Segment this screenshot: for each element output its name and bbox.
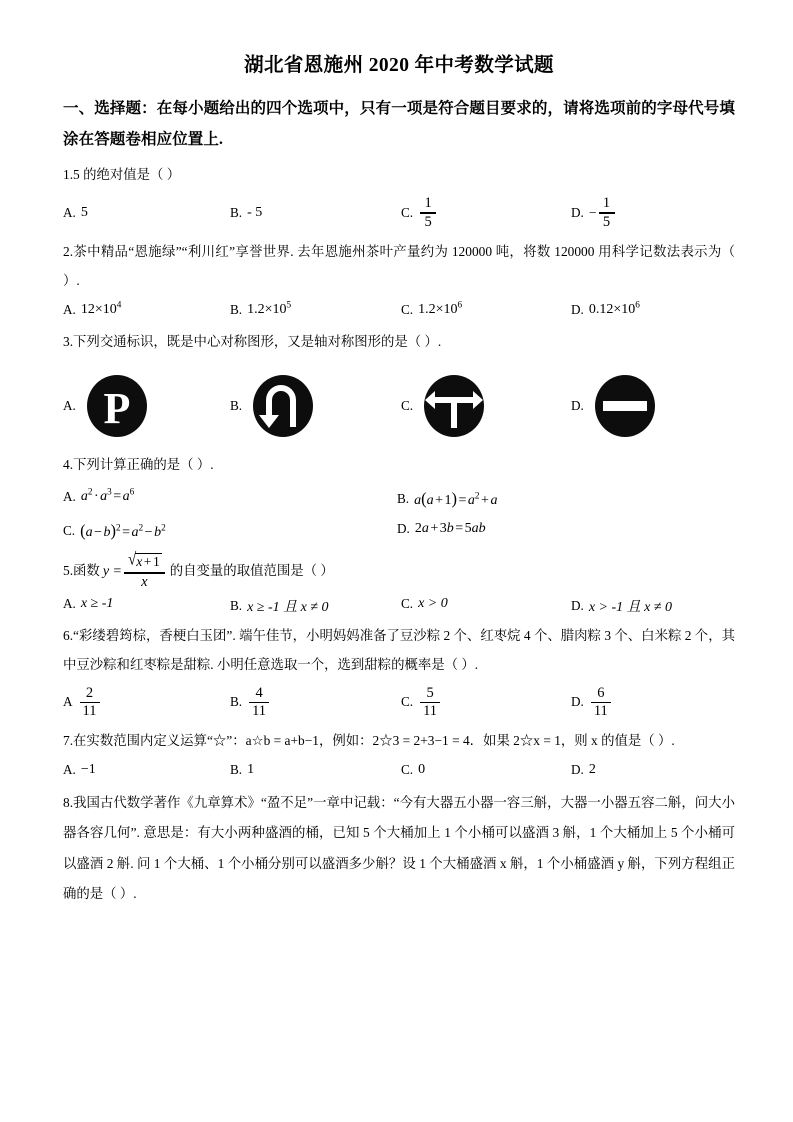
exponent: 6 (635, 299, 640, 310)
fraction-numerator (124, 550, 165, 572)
fraction-numerator: 5 (426, 684, 434, 701)
question-4-option-b[interactable] (397, 489, 731, 509)
fraction-4-11 (249, 686, 269, 720)
times-ten: ×10 (435, 301, 458, 317)
question-7 (63, 727, 735, 784)
question-1-option-c[interactable] (401, 196, 571, 230)
fraction-numerator: 2 (85, 684, 94, 701)
option-value (418, 299, 463, 318)
question-2-option-b[interactable] (230, 299, 401, 318)
fraction-denominator: 11 (82, 703, 97, 720)
fraction-numerator: 1 (424, 195, 432, 212)
square-root-icon (127, 550, 162, 571)
option-label: A. (63, 205, 76, 221)
question-1-stem: 1.5 的绝对值是（ ） (63, 167, 181, 183)
option-label: C. (401, 694, 414, 710)
mantissa: 12 (80, 301, 95, 317)
option-value: $a(a + 1) = a^2 + a$ (414, 489, 498, 509)
question-4-options-row-1 (63, 486, 735, 511)
option-label: C. (401, 205, 414, 221)
fraction-denominator: 11 (423, 703, 438, 720)
question-2 (63, 238, 735, 324)
question-6-option-b[interactable] (230, 686, 401, 720)
option-label: D. (571, 597, 584, 613)
option-label: B. (397, 491, 410, 507)
option-label: D. (571, 301, 584, 317)
option-label: B. (230, 397, 243, 413)
option-value: $a^2 \cdot a^3 = a^6$ (80, 486, 135, 505)
question-4-options-row-2 (63, 521, 735, 543)
parking-sign-icon (84, 373, 150, 439)
option-value: $(a - b)^2 = a^2 - b^2$ (80, 521, 166, 541)
no-entry-sign-icon (592, 373, 658, 439)
question-4 (63, 451, 735, 544)
section-heading-multiple-choice: 一、选择题：在每小题给出的四个选项中，只有一项是符合题目要求的，请将选项前的字母代号填涂在答题卷相应位置上. (63, 100, 735, 149)
function-formula (102, 550, 167, 590)
times-ten: ×10 (94, 301, 117, 317)
question-4-stem: 4.下列计算正确的是（ ）. (63, 456, 214, 472)
option-label: A. (63, 595, 76, 611)
question-1 (63, 161, 735, 234)
option-value: 0 (418, 762, 426, 778)
option-value: x ≥ -1 且 x ≠ 0 (247, 599, 329, 615)
question-7-option-b[interactable] (230, 762, 401, 778)
option-label: D. (571, 205, 584, 221)
question-5-option-c[interactable] (401, 596, 571, 612)
option-value: −1 (80, 762, 96, 778)
question-6-options (63, 681, 735, 723)
page-content (63, 52, 735, 913)
radical-sign: √ (128, 550, 137, 570)
question-1-option-d[interactable] (571, 196, 731, 230)
question-8 (63, 788, 735, 909)
times-ten: ×10 (264, 301, 287, 317)
question-7-options (63, 762, 735, 784)
question-2-option-d[interactable] (571, 299, 731, 318)
svg-text:P: P (103, 383, 131, 433)
option-value: 1 (247, 762, 255, 778)
left-right-arrow-sign-icon (421, 373, 487, 439)
question-3-option-d[interactable] (571, 373, 731, 439)
question-5-options (63, 596, 735, 618)
option-label: A. (63, 489, 76, 505)
question-3-option-b[interactable] (230, 373, 401, 439)
mantissa: 1.2 (247, 301, 265, 317)
times-ten: ×10 (613, 301, 636, 317)
question-4-option-c[interactable] (63, 521, 397, 541)
question-6-option-d[interactable] (571, 686, 731, 720)
question-7-option-d[interactable] (571, 762, 731, 778)
option-value (80, 299, 122, 318)
question-5-stem (63, 550, 735, 590)
fraction-denominator: 5 (602, 213, 611, 230)
mantissa: 1.2 (418, 301, 436, 317)
fraction-numerator: 1 (602, 195, 611, 212)
option-value: 2a + 3b = 5ab (414, 521, 486, 537)
option-label: B. (230, 205, 243, 221)
page-title: 湖北省恩施州 2020 年中考数学试题 (244, 55, 554, 76)
question-3 (63, 328, 735, 441)
fraction-sqrt-over-x (124, 550, 165, 590)
question-6-stem: 6.“彩缕碧筠棕，香梗白玉团”. 端午佳节，小明妈妈准备了豆沙粽 2 个、红枣烷 4 个、腊肉粽 3 个、白米粽 2 个，其中豆沙粽和红枣粽是甜粽. 小明任意选取一个，选到甜粽的概率是（ ）. (63, 627, 735, 672)
fraction-denominator: x (141, 573, 148, 590)
question-5-stem-prefix: 5.函数 (63, 563, 100, 579)
question-4-option-a[interactable] (63, 486, 397, 505)
fraction-numerator: 4 (255, 684, 263, 701)
option-value: x > 0 (418, 595, 448, 611)
fraction-denominator: 5 (424, 213, 432, 230)
option-label: C. (63, 523, 76, 539)
question-6 (63, 622, 735, 724)
question-3-option-a[interactable] (63, 373, 230, 439)
question-7-option-c[interactable] (401, 762, 571, 778)
fraction-2-11 (80, 686, 100, 720)
option-value: 5 (80, 205, 88, 221)
option-value (588, 299, 640, 318)
exponent: 5 (286, 299, 292, 310)
option-label: D. (397, 521, 410, 537)
question-5-stem-suffix: 的自变量的取值范围是（ ） (169, 563, 334, 579)
option-value: x ≥ -1 (80, 595, 114, 611)
question-4-option-d[interactable] (397, 521, 731, 537)
option-label: D. (571, 397, 584, 413)
u-turn-sign-icon (250, 373, 316, 439)
question-3-stem: 3.下列交通标识，既是中心对称图形，又是轴对称图形的是（ ）. (63, 333, 442, 349)
question-5 (63, 550, 735, 618)
option-label: A (63, 694, 73, 710)
question-7-stem: 7.在实数范围内定义运算“☆”：a☆b = a+b−1，例如：2☆3 = 2+3−1 = 4．如果 2☆x = 1，则 x 的值是（ ）. (63, 733, 675, 749)
question-8-stem: 8.我国古代数学著作《九章算术》“盈不足”一章中记载：“今有大器五小器一容三斛，大器一小器五容二斛，问大小器各容几何”. 意思是：有大小两种盛酒的桶，已知 5 个大桶加上 1 个小桶可以盛酒 3 斛，1 个大桶加上 5 个小桶可以盛酒 2 斛. 问 1 个大桶、1 个小桶分别可以盛酒多少斛？设 1 个大桶盛酒 x 斛，1 个小桶盛酒 y 斛，下列方程组正确的是（ ）. (63, 795, 735, 901)
fraction-denominator: 11 (593, 703, 608, 720)
option-label: B. (230, 762, 243, 778)
question-2-option-a[interactable] (63, 299, 230, 318)
question-1-options (63, 192, 735, 234)
question-2-options (63, 299, 735, 324)
question-2-stem: 2.茶中精品“恩施绿”“利川红”享誉世界. 去年恩施州茶叶产量约为 120000 吨，将数 120000 用科学记数法表示为（ ）. (63, 244, 735, 288)
question-5-option-b[interactable] (230, 596, 401, 616)
question-1-option-a[interactable] (63, 205, 230, 221)
radicand: x + 1 (136, 554, 160, 570)
question-6-option-c[interactable] (401, 686, 571, 720)
option-label: A. (63, 397, 76, 413)
fraction-numerator: 6 (597, 684, 605, 701)
question-3-options (63, 371, 735, 441)
question-6-option-a[interactable] (63, 686, 230, 720)
fraction-one-fifth (420, 196, 436, 230)
option-label: C. (401, 301, 414, 317)
exponent: 4 (116, 299, 122, 310)
question-7-option-a[interactable] (63, 762, 230, 778)
option-label: C. (401, 595, 414, 611)
option-value: - 5 (247, 205, 263, 221)
option-label: D. (571, 762, 584, 778)
fraction-denominator: 11 (252, 703, 267, 720)
option-label: B. (230, 597, 243, 613)
fraction-one-fifth (599, 196, 615, 230)
question-5-option-d[interactable] (571, 596, 731, 616)
mantissa: 0.12 (588, 301, 614, 317)
option-label: A. (63, 762, 76, 778)
option-label: C. (401, 762, 414, 778)
fraction-5-11 (420, 686, 440, 720)
option-label: B. (230, 694, 243, 710)
fraction-6-11 (591, 686, 611, 720)
question-1-option-b[interactable] (230, 205, 401, 221)
option-label: D. (571, 694, 584, 710)
question-2-option-c[interactable] (401, 299, 571, 318)
option-label: C. (401, 397, 414, 413)
formula-lhs: y = (102, 563, 122, 579)
question-3-option-c[interactable] (401, 373, 571, 439)
option-label: A. (63, 301, 76, 317)
minus-sign: − (588, 205, 597, 221)
exponent: 6 (457, 299, 463, 310)
question-5-option-a[interactable] (63, 596, 230, 612)
option-value: x > -1 且 x ≠ 0 (588, 599, 673, 615)
option-label: B. (230, 301, 243, 317)
option-value (247, 299, 292, 318)
option-value: 2 (588, 762, 596, 778)
